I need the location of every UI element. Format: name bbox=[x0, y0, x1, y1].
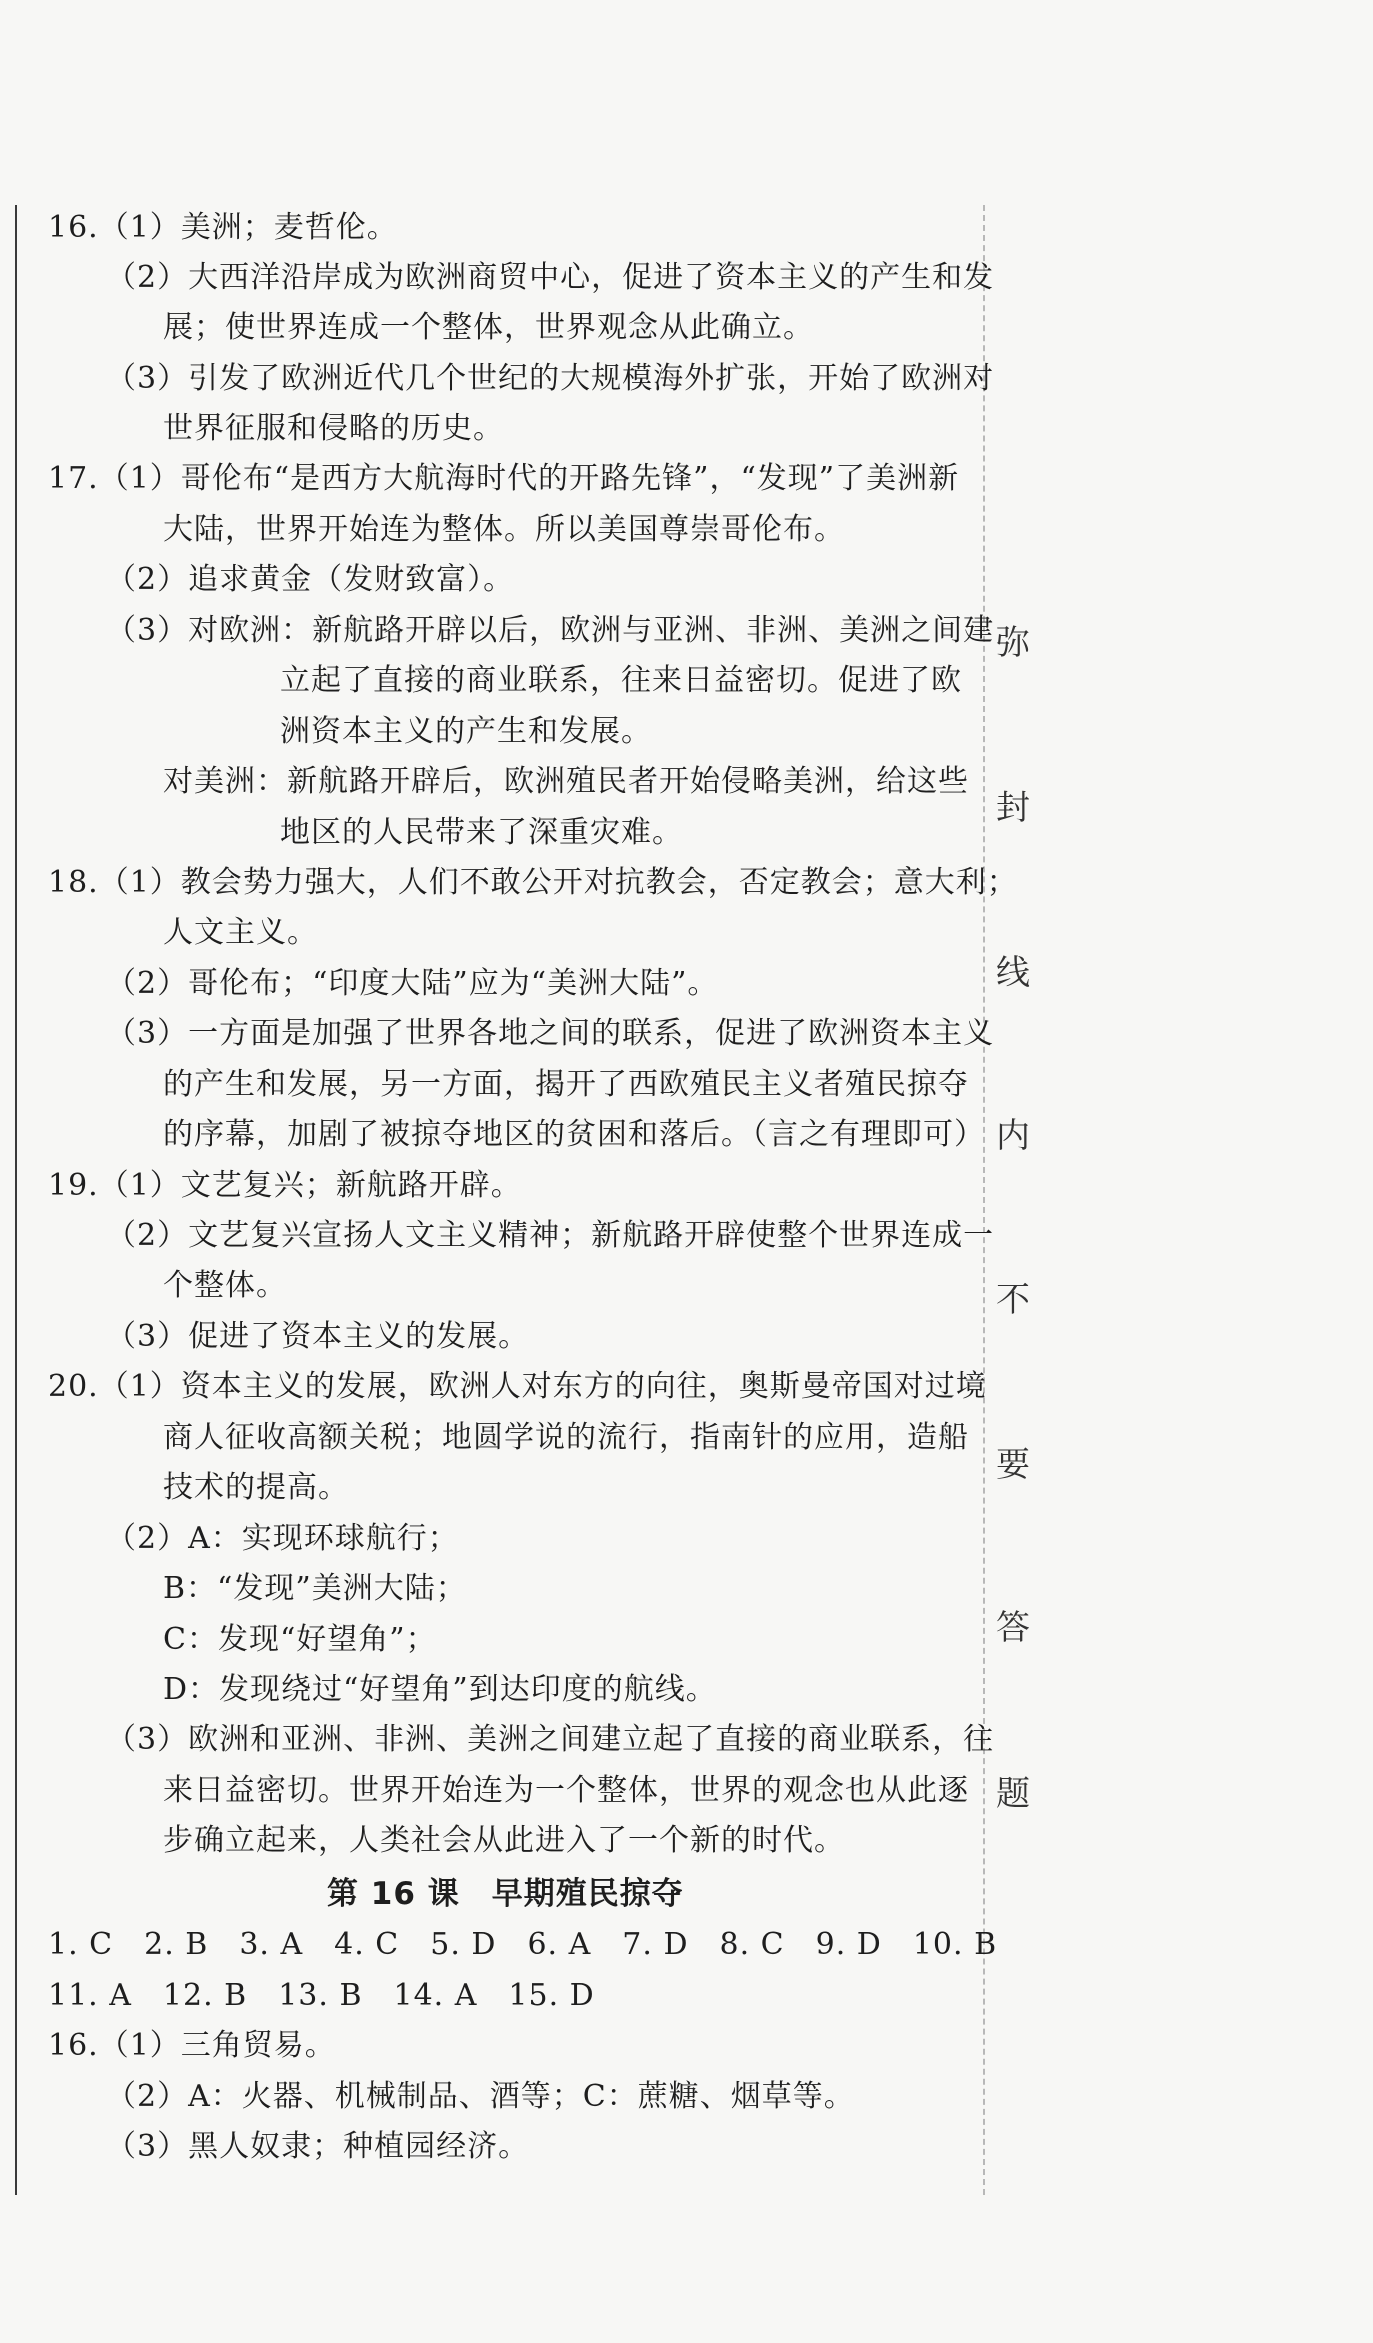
answer-line: 16.（1）美洲；麦哲伦。 bbox=[48, 210, 398, 245]
answer-line: 个整体。 bbox=[163, 1268, 287, 1303]
answer-line: 商人征收高额关税；地圆学说的流行，指南针的应用，造船 bbox=[163, 1420, 969, 1455]
answer-line: （2）文艺复兴宣扬人文主义精神；新航路开辟使整个世界连成一 bbox=[106, 1218, 995, 1253]
answer-line: 17.（1）哥伦布“是西方大航海时代的开路先锋”，“发现”了美洲新 bbox=[48, 461, 960, 496]
answer-line: 来日益密切。世界开始连为一个整体，世界的观念也从此逐 bbox=[163, 1773, 969, 1808]
answer-line: 世界征服和侵略的历史。 bbox=[163, 411, 504, 446]
answer-line: D：发现绕过“好望角”到达印度的航线。 bbox=[163, 1672, 717, 1707]
answer-line: 洲资本主义的产生和发展。 bbox=[280, 714, 652, 749]
answer-line: （2）大西洋沿岸成为欧洲商贸中心，促进了资本主义的产生和发 bbox=[106, 260, 995, 295]
answer-line: （2）哥伦布；“印度大陆”应为“美洲大陆”。 bbox=[106, 966, 719, 1001]
seal-char: 答 bbox=[996, 1608, 1030, 1648]
answer-line: （3）一方面是加强了世界各地之间的联系，促进了欧洲资本主义 bbox=[106, 1016, 995, 1051]
answer-line: （3）促进了资本主义的发展。 bbox=[106, 1319, 530, 1354]
answer-line: （3）对欧洲：新航路开辟以后，欧洲与亚洲、非洲、美洲之间建 bbox=[106, 613, 995, 648]
answer-line: （3）引发了欧洲近代几个世纪的大规模海外扩张，开始了欧洲对 bbox=[106, 361, 995, 396]
answer-line: （2）A：实现环球航行； bbox=[106, 1521, 459, 1556]
answer-line: 11. A 12. B 13. B 14. A 15. D bbox=[48, 1978, 595, 2013]
answer-line: 1. C 2. B 3. A 4. C 5. D 6. A 7. D 8. C 9. D 10. B bbox=[48, 1927, 998, 1962]
seal-char: 封 bbox=[996, 788, 1030, 828]
answer-line: C：发现“好望角”； bbox=[163, 1622, 437, 1657]
left-margin-rule bbox=[15, 205, 17, 2195]
answer-line: （2）追求黄金（发财致富）。 bbox=[106, 562, 515, 597]
answer-line: 20.（1）资本主义的发展，欧洲人对东方的向往，奥斯曼帝国对过境 bbox=[48, 1369, 987, 1404]
answer-line: B：“发现”美洲大陆； bbox=[163, 1571, 467, 1606]
seal-char: 不 bbox=[996, 1280, 1030, 1320]
answer-line: 步确立起来，人类社会从此进入了一个新的时代。 bbox=[163, 1823, 845, 1858]
seal-char: 线 bbox=[996, 953, 1030, 993]
seal-char: 内 bbox=[996, 1116, 1030, 1156]
answer-line: 18.（1）教会势力强大，人们不敢公开对抗教会，否定教会；意大利； bbox=[48, 865, 1018, 900]
answer-line: 地区的人民带来了深重灾难。 bbox=[280, 815, 683, 850]
answer-line: 人文主义。 bbox=[163, 915, 318, 950]
seal-char: 弥 bbox=[996, 623, 1030, 663]
answer-line: 展；使世界连成一个整体，世界观念从此确立。 bbox=[163, 310, 814, 345]
answer-line: 技术的提高。 bbox=[163, 1470, 349, 1505]
answer-line: 对美洲：新航路开辟后，欧洲殖民者开始侵略美洲，给这些 bbox=[163, 764, 969, 799]
lesson-heading: 第 16 课 早期殖民掠夺 bbox=[327, 1876, 684, 1912]
answer-line: 16.（1）三角贸易。 bbox=[48, 2028, 336, 2063]
answer-line: （3）黑人奴隶；种植园经济。 bbox=[106, 2129, 530, 2164]
answer-line: 立起了直接的商业联系，往来日益密切。促进了欧 bbox=[280, 663, 962, 698]
answer-line: 的序幕，加剧了被掠夺地区的贫困和落后。（言之有理即可） bbox=[163, 1117, 985, 1152]
answer-line: （2）A：火器、机械制品、酒等；C：蔗糖、烟草等。 bbox=[106, 2079, 855, 2114]
answer-line: 19.（1）文艺复兴；新航路开辟。 bbox=[48, 1168, 522, 1203]
seal-dashed-line bbox=[983, 205, 985, 2195]
answer-line: 的产生和发展，另一方面，揭开了西欧殖民主义者殖民掠夺 bbox=[163, 1067, 969, 1102]
answer-line: （3）欧洲和亚洲、非洲、美洲之间建立起了直接的商业联系，往 bbox=[106, 1722, 995, 1757]
seal-char: 要 bbox=[996, 1445, 1030, 1485]
answer-line: 大陆，世界开始连为整体。所以美国尊崇哥伦布。 bbox=[163, 512, 845, 547]
seal-char: 题 bbox=[996, 1774, 1030, 1814]
